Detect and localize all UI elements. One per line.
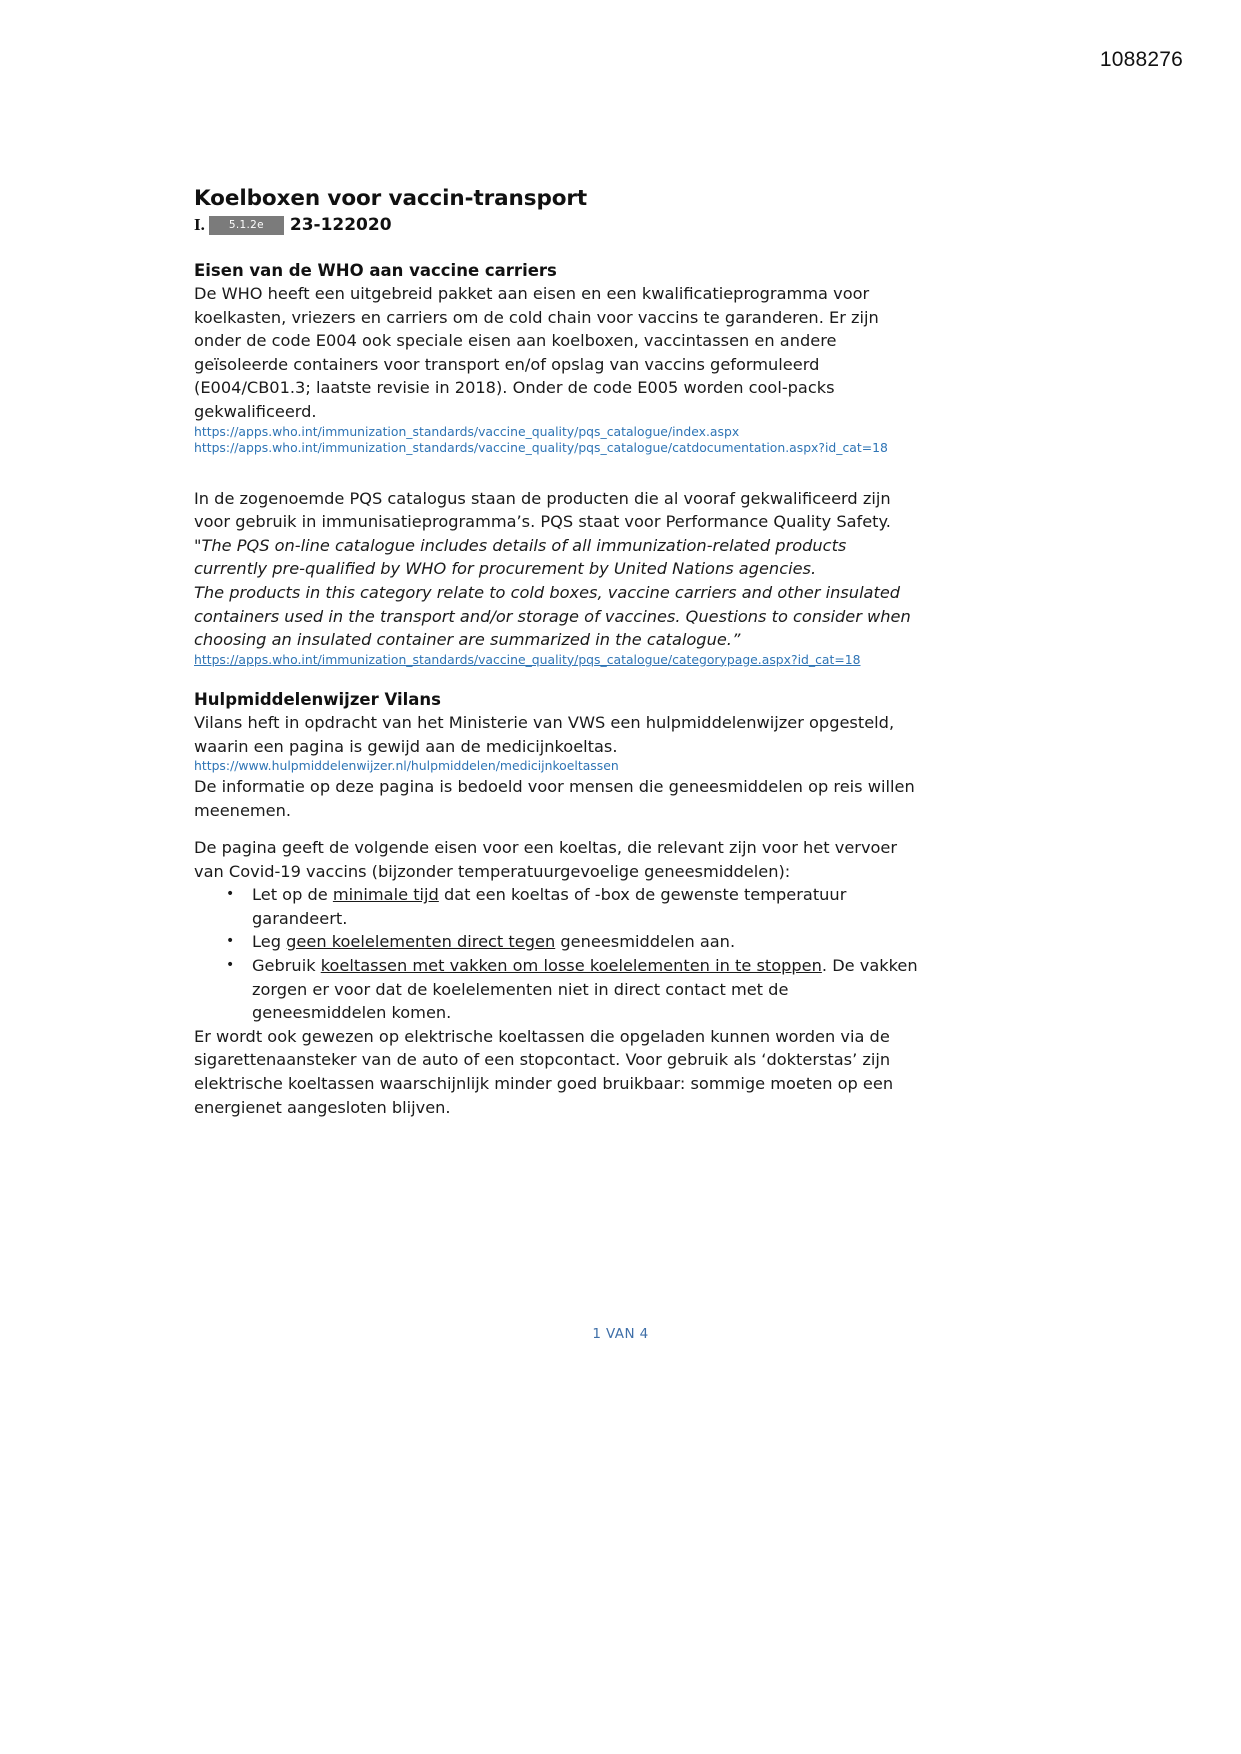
subtitle-code: 23-122020 <box>289 215 392 235</box>
page-footer: 1 VAN 4 <box>592 1326 649 1342</box>
bullet-text-post: geneesmiddelen aan. <box>555 932 736 952</box>
section-heading-who: Eisen van de WHO aan vaccine carriers <box>194 261 557 280</box>
page-title: Koelboxen voor vaccin-transport <box>194 186 588 211</box>
document-number: 1088276 <box>1099 48 1183 71</box>
document-subtitle <box>194 215 924 235</box>
subtitle-roman-numeral: I. <box>194 215 205 234</box>
paragraph-vilans-2: De informatie op deze pagina is bedoeld voor mensen die geneesmiddelen op reis willen meenemen. <box>194 776 915 820</box>
link-who-index[interactable]: https://apps.who.int/immunization_standards/vaccine_quality/pqs_catalogue/index.aspx <box>194 423 740 439</box>
bullet-text-post: dat een koeltas of -box de gewenste temperatuur garandeert. <box>252 885 847 928</box>
paragraph-vilans-4: Er wordt ook gewezen op elektrische koeltassen die opgeladen kunnen worden via de sigarettenaansteker van de auto of een stopcontact. Voor gebruik als ‘dokterstas’ zijn elektrische koeltassen waarschijnlijk minder goed bruikbaar: sommige moeten op een energienet aangesloten blijven. <box>194 1026 894 1117</box>
bullet-text-underlined: minimale tijd <box>332 885 439 905</box>
paragraph-who: De WHO heeft een uitgebreid pakket aan eisen en een kwalificatieprogramma voor koelkasten, vriezers en carriers om de cold chain voor vaccins te garanderen. Er zijn onder de code E004 ook speciale eisen aan koelboxen, vaccintassen en andere geïsoleerde containers voor transport en/of opslag van vaccins geformuleerd (E004/CB01.3; laatste revisie in 2018). Onder de code E005 worden cool-packs gekwalificeerd. <box>194 284 879 421</box>
quote-pqs-part1: "The PQS on-line catalogue includes details of all immunization-related products currently pre-qualified by WHO for procurement by United Nations agencies. <box>194 535 847 579</box>
requirements-list <box>194 883 924 1025</box>
list-item <box>252 883 924 930</box>
bullet-text-pre: Leg <box>252 932 287 952</box>
quote-pqs-part2: The products in this category relate to cold boxes, vaccine carriers and other insulated containers used in the transport and/or storage of vaccines. Questions to consider when choosing an insulated container are summarized in the catalogue.” <box>194 582 911 650</box>
paragraph-pqs: In de zogenoemde PQS catalogus staan de producten die al vooraf gekwalificeerd zijn voor gebruik in immunisatieprogramma’s. PQS staat voor Performance Quality Safety. <box>194 488 891 532</box>
link-pqs-categorypage[interactable]: https://apps.who.int/immunization_standards/vaccine_quality/pqs_catalogue/categorypage.aspx?id_cat=18 <box>194 651 861 667</box>
bullet-text-pre: Gebruik <box>252 956 321 976</box>
document-content <box>194 186 924 1119</box>
link-who-catdocumentation[interactable]: https://apps.who.int/immunization_standards/vaccine_quality/pqs_catalogue/catdocumentation.aspx?id_cat=18 <box>194 440 888 456</box>
paragraph-vilans-1: Vilans heft in opdracht van het Ministerie van VWS een hulpmiddelenwijzer opgesteld, waarin een pagina is gewijd aan de medicijnkoeltas. <box>194 713 895 756</box>
link-hulpmiddelenwijzer[interactable]: https://www.hulpmiddelenwijzer.nl/hulpmiddelen/medicijnkoeltassen <box>194 758 619 774</box>
list-item <box>252 930 924 954</box>
bullet-text-post: . De vakken zorgen er voor dat de koelelementen niet in direct contact met de geneesmiddelen komen. <box>252 956 918 1023</box>
paragraph-vilans-3: De pagina geeft de volgende eisen voor een koeltas, die relevant zijn voor het vervoer van Covid-19 vaccins (bijzonder temperatuurgevoelige geneesmiddelen): <box>194 838 898 881</box>
bullet-text-underlined: geen koelelementen direct tegen <box>286 932 556 952</box>
bullet-text-underlined: koeltassen met vakken om losse koelelementen in te stoppen <box>320 956 822 976</box>
bullet-text-pre: Let op de <box>252 885 333 905</box>
redaction-box: 5.1.2e <box>209 216 284 235</box>
section-heading-vilans: Hulpmiddelenwijzer Vilans <box>194 690 442 710</box>
list-item <box>252 954 924 1025</box>
